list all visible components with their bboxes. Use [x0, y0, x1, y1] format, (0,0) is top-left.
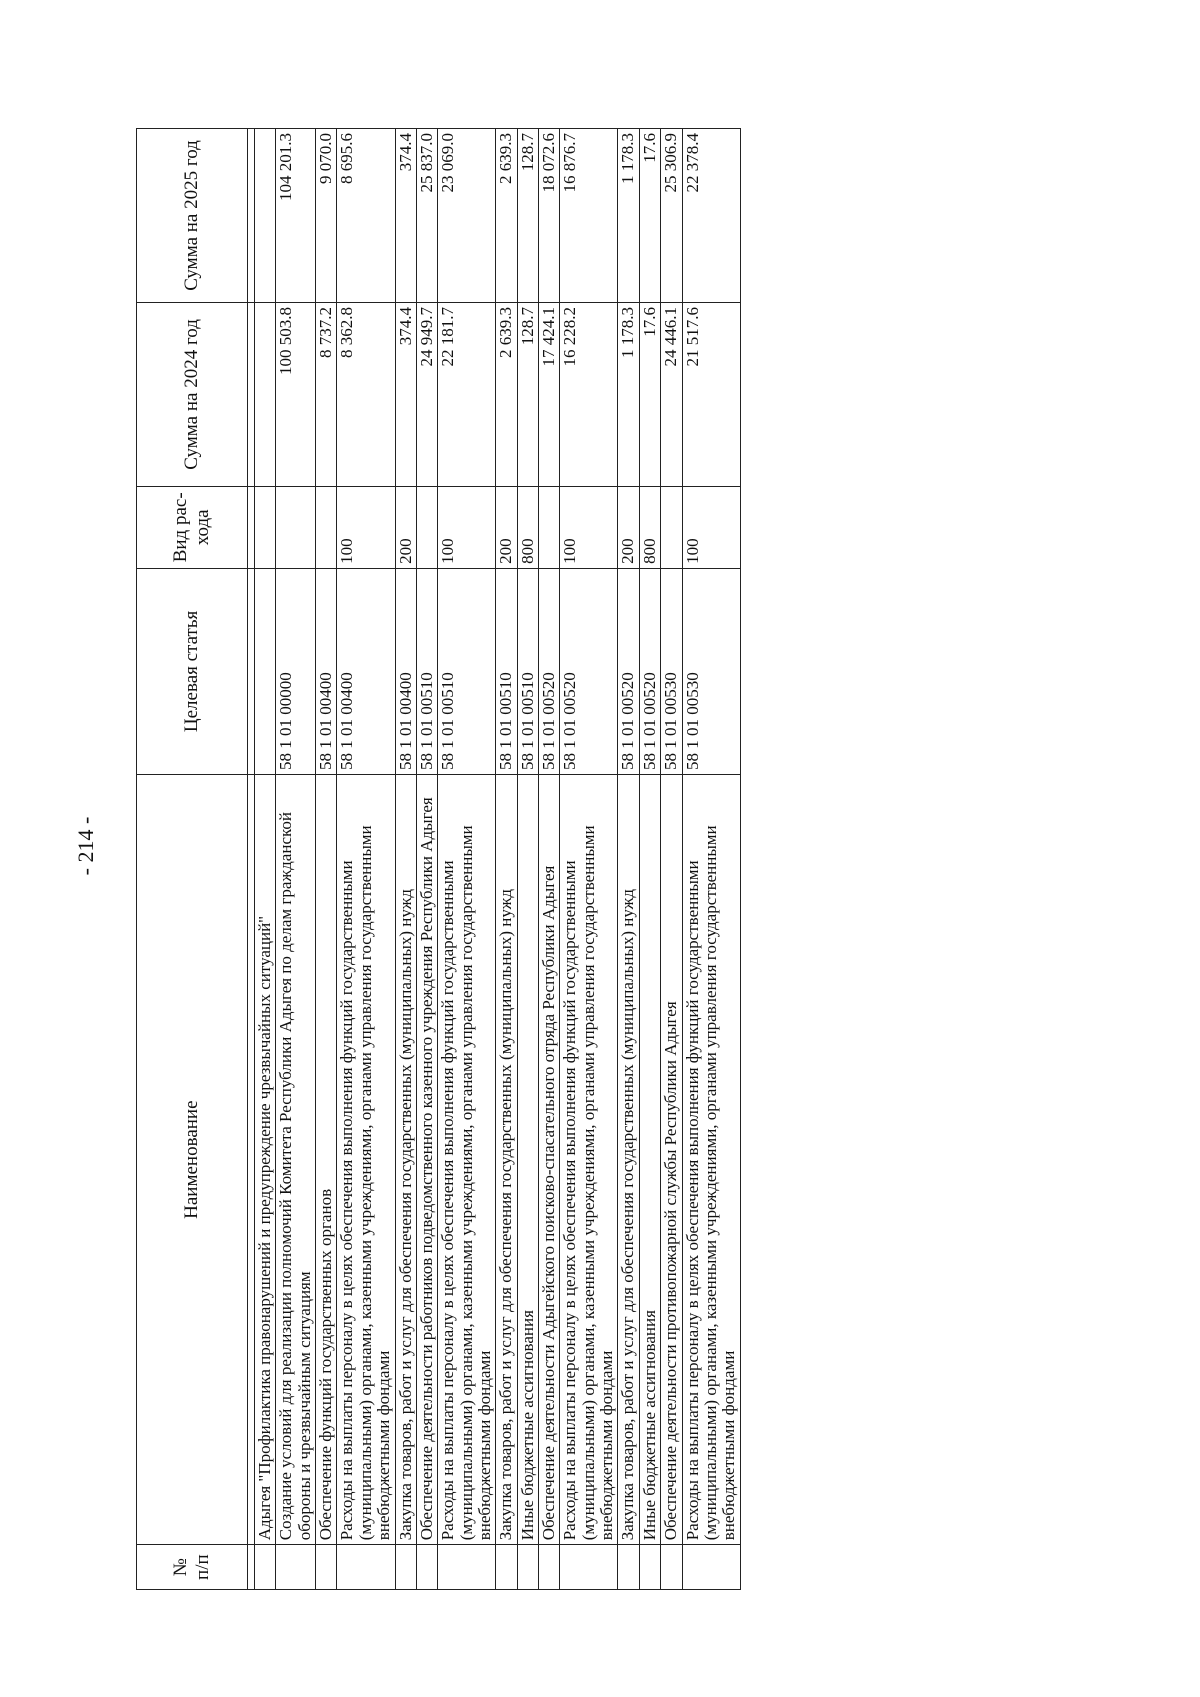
table-row — [618, 129, 639, 1590]
cell-num — [276, 1545, 316, 1590]
cell-2025: 8 695.6 — [337, 129, 395, 303]
cell-2025: 18 072.6 — [539, 129, 560, 303]
cell-code: 58 1 01 00510 — [416, 568, 437, 774]
cell-num — [438, 1545, 496, 1590]
table-row — [661, 129, 682, 1590]
cell-2024: 100 503.8 — [276, 302, 316, 486]
table-body — [255, 129, 741, 1590]
cell-2025: 23 069.0 — [438, 129, 496, 303]
cell-name: Закупка товаров, работ и услуг для обеспечения государственных (муниципальных) нужд — [618, 775, 639, 1545]
cell-kind: 200 — [496, 486, 517, 568]
cell-kind — [661, 486, 682, 568]
cell-2025: 25 837.0 — [416, 129, 437, 303]
table-row — [316, 129, 337, 1590]
cell-name: Закупка товаров, работ и услуг для обеспечения государственных (муниципальных) нужд — [395, 775, 416, 1545]
cell-2025: 25 306.9 — [661, 129, 682, 303]
table-row — [276, 129, 316, 1590]
cell-2024: 8 737.2 — [316, 302, 337, 486]
cell-2024: 17.6 — [639, 302, 660, 486]
table-row — [517, 129, 538, 1590]
cell-name: Обеспечение функций государственных органов — [316, 775, 337, 1545]
header-kind: Вид рас-хода — [137, 486, 248, 568]
cell-code: 58 1 01 00520 — [639, 568, 660, 774]
cell-kind — [255, 486, 276, 568]
cell-num — [618, 1545, 639, 1590]
cell-name: Расходы на выплаты персоналу в целях обеспечения выполнения функций государственными (муниципальными) органами, казенными учреждениями, органами управления государственными внебюджетными фондами — [560, 775, 618, 1545]
cell-kind: 800 — [517, 486, 538, 568]
cell-2024 — [255, 302, 276, 486]
cell-2025 — [255, 129, 276, 303]
cell-num — [337, 1545, 395, 1590]
cell-2025: 1 178.3 — [618, 129, 639, 303]
cell-2024: 17 424.1 — [539, 302, 560, 486]
cell-2024: 24 446.1 — [661, 302, 682, 486]
cell-kind: 100 — [560, 486, 618, 568]
cell-kind: 200 — [618, 486, 639, 568]
cell-num — [560, 1545, 618, 1590]
cell-2025: 16 876.7 — [560, 129, 618, 303]
table-row — [682, 129, 740, 1590]
cell-num — [416, 1545, 437, 1590]
cell-name: Расходы на выплаты персоналу в целях обеспечения выполнения функций государственными (муниципальными) органами, казенными учреждениями, органами управления государственными внебюджетными фондами — [438, 775, 496, 1545]
cell-name: Иные бюджетные ассигнования — [517, 775, 538, 1545]
cell-name: Адыгея "Профилактика правонарушений и предупреждение чрезвычайных ситуаций" — [255, 775, 276, 1545]
cell-2025: 2 639.3 — [496, 129, 517, 303]
cell-2024: 128.7 — [517, 302, 538, 486]
cell-code: 58 1 01 00520 — [560, 568, 618, 774]
table-row — [560, 129, 618, 1590]
cell-2024: 22 181.7 — [438, 302, 496, 486]
cell-2025: 22 378.4 — [682, 129, 740, 303]
cell-kind: 800 — [639, 486, 660, 568]
cell-num — [517, 1545, 538, 1590]
budget-table — [136, 128, 741, 1590]
cell-num — [395, 1545, 416, 1590]
table-row — [395, 129, 416, 1590]
cell-2025: 374.4 — [395, 129, 416, 303]
rotated-table-container — [136, 128, 1166, 1590]
header-code: Целевая статья — [137, 568, 248, 774]
header-spacer-row — [248, 129, 255, 1590]
cell-kind — [539, 486, 560, 568]
table-row — [496, 129, 517, 1590]
cell-name: Расходы на выплаты персоналу в целях обеспечения выполнения функций государственными (муниципальными) органами, казенными учреждениями, органами управления государственными внебюджетными фондами — [337, 775, 395, 1545]
cell-code: 58 1 01 00510 — [438, 568, 496, 774]
cell-2024: 2 639.3 — [496, 302, 517, 486]
cell-name: Создание условий для реализации полномочий Комитета Республики Адыгея по делам гражданской обороны и чрезвычайным ситуациям — [276, 775, 316, 1545]
cell-code: 58 1 01 00000 — [276, 568, 316, 774]
cell-num — [661, 1545, 682, 1590]
header-2025: Сумма на 2025 год — [137, 129, 248, 303]
cell-num — [682, 1545, 740, 1590]
cell-num — [539, 1545, 560, 1590]
cell-2024: 374.4 — [395, 302, 416, 486]
table-row — [438, 129, 496, 1590]
cell-kind — [316, 486, 337, 568]
table-header-row — [137, 129, 248, 1590]
table-row — [416, 129, 437, 1590]
cell-2024: 1 178.3 — [618, 302, 639, 486]
cell-code: 58 1 01 00530 — [682, 568, 740, 774]
cell-name: Обеспечение деятельности противопожарной службы Республики Адыгея — [661, 775, 682, 1545]
cell-kind: 100 — [337, 486, 395, 568]
cell-kind: 100 — [438, 486, 496, 568]
table-row — [639, 129, 660, 1590]
cell-num — [639, 1545, 660, 1590]
cell-code: 58 1 01 00520 — [539, 568, 560, 774]
cell-2025: 9 070.0 — [316, 129, 337, 303]
cell-kind — [416, 486, 437, 568]
cell-code — [255, 568, 276, 774]
header-num: № п/п — [137, 1545, 248, 1590]
cell-code: 58 1 01 00400 — [337, 568, 395, 774]
cell-2025: 17.6 — [639, 129, 660, 303]
cell-2024: 16 228.2 — [560, 302, 618, 486]
cell-num — [496, 1545, 517, 1590]
cell-code: 58 1 01 00530 — [661, 568, 682, 774]
cell-name: Обеспечение деятельности Адыгейского поисково-спасательного отряда Республики Адыгея — [539, 775, 560, 1545]
header-2024: Сумма на 2024 год — [137, 302, 248, 486]
cell-name: Обеспечение деятельности работников подведомственного казенного учреждения Республики Адыгея — [416, 775, 437, 1545]
cell-2024: 21 517.6 — [682, 302, 740, 486]
cell-code: 58 1 01 00400 — [316, 568, 337, 774]
table-row — [337, 129, 395, 1590]
cell-num — [255, 1545, 276, 1590]
cell-code: 58 1 01 00510 — [517, 568, 538, 774]
page-number: - 214 - — [73, 816, 98, 876]
cell-2025: 104 201.3 — [276, 129, 316, 303]
cell-name: Иные бюджетные ассигнования — [639, 775, 660, 1545]
cell-code: 58 1 01 00510 — [496, 568, 517, 774]
cell-num — [316, 1545, 337, 1590]
cell-kind: 200 — [395, 486, 416, 568]
cell-2024: 24 949.7 — [416, 302, 437, 486]
cell-2025: 128.7 — [517, 129, 538, 303]
cell-kind — [276, 486, 316, 568]
table-row — [255, 129, 276, 1590]
header-name: Наименование — [137, 775, 248, 1545]
cell-code: 58 1 01 00400 — [395, 568, 416, 774]
cell-name: Расходы на выплаты персоналу в целях обеспечения выполнения функций государственными (муниципальными) органами, казенными учреждениями, органами управления государственными внебюджетными фондами — [682, 775, 740, 1545]
cell-2024: 8 362.8 — [337, 302, 395, 486]
cell-name: Закупка товаров, работ и услуг для обеспечения государственных (муниципальных) нужд — [496, 775, 517, 1545]
table-row — [539, 129, 560, 1590]
cell-kind: 100 — [682, 486, 740, 568]
cell-code: 58 1 01 00520 — [618, 568, 639, 774]
